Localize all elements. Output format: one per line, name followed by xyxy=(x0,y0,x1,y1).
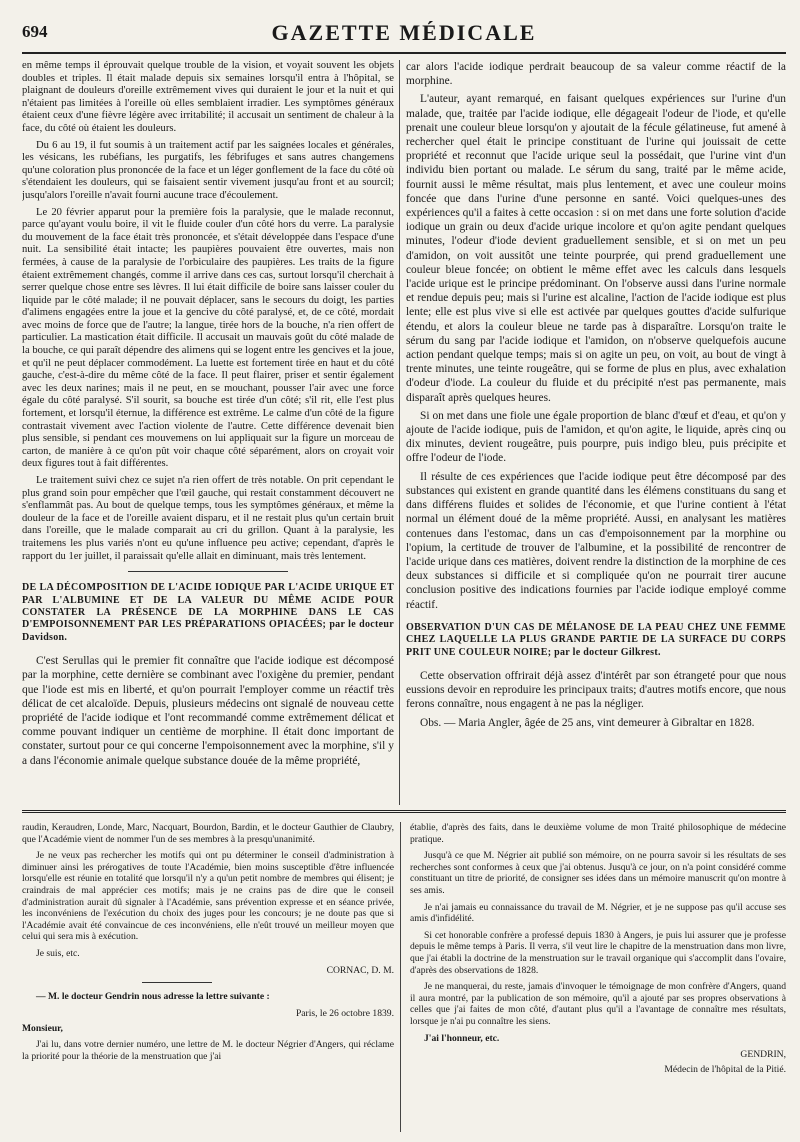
main-article-area xyxy=(22,60,786,805)
paragraph: Si on met dans une fiole une égale proportion de blanc d'œuf et d'eau, et qu'on y ajoute de l'acide iodique, puis de l'amidon, et qu'on agite, le liquide, après cinq ou dix minutes, devient rougeâtre, puis pourpre, puis indigo bleu, puis précipite et offre l'odeur de l'iode. xyxy=(406,409,786,465)
paragraph: Si cet honorable confrère a professé depuis 1830 à Angers, je puis lui assurer que je professe depuis le même temps à Paris. Il verra, s'il veut lire le chapitre de la menstruation dans mon livre, que j'ai établi la doctrine de la menstruation sur le travail organique qui s'accomplit dans l'ovaire, d'après des observations de 1828. xyxy=(410,929,786,976)
column-divider xyxy=(400,822,401,1132)
right-column xyxy=(406,60,786,805)
closing: J'ai l'honneur, etc. xyxy=(424,1032,500,1044)
newspaper-page xyxy=(22,10,786,1134)
feuilleton-rule xyxy=(22,810,786,813)
header-rule xyxy=(22,52,786,54)
paragraph: Je n'ai jamais eu connaissance du travail de M. Négrier, et je ne suppose pas qu'il accuse ses amis d'infidélité. xyxy=(410,901,786,925)
section-heading: DE LA DÉCOMPOSITION DE L'ACIDE IODIQUE PAR L'ACIDE URIQUE ET PAR L'ALBUMINE ET DE LA VALEUR DU MÊME ACIDE POUR CONSTATER LA PRÉSENCE DE LA MORPHINE DANS LE CAS D'EMPOISONNEMENT PAR LES PRÉPARATIONS OPIACÉES; par le docteur Davidson. xyxy=(22,582,394,643)
dateline: Paris, le 26 octobre 1839. xyxy=(295,1007,394,1019)
correspondence-area xyxy=(22,822,786,1132)
paragraph: Jusqu'à ce que M. Négrier ait publié son mémoire, on ne pourra savoir si les résultats de ses recherches sont conformes à ceux que j'ai obtenus. Jusqu'à ce jour, on n'a point considéré comme constituant un titre de priorité, de consigner ses idées dans un mémoire manuscrit qu'on montre à ses amis. xyxy=(410,850,786,896)
salutation: Monsieur, xyxy=(22,1023,63,1035)
paragraph: raudin, Keraudren, Londe, Marc, Nacquart, Bourdon, Bardin, et le docteur Gauthier de Claubry, que l'Académie vient de nommer l'un de ses membres à la presqu'unanimité. xyxy=(22,822,394,845)
paragraph: Du 6 au 19, il fut soumis à un traitement actif par les saignées locales et générales, les vésicans, les rubéfians, les purgatifs, les fébrifuges et sans autres changemens qu'une coloration plus prononcée de la face et un léger gonflement de la face du côté où s'étendaient les douleurs, qui se faisaient sentir vivement jusqu'au front et au sourcil; jusqu'alors l'oreille n'avait fourni aucune trace d'écoulement. xyxy=(22,139,394,201)
section-heading: OBSERVATION D'UN CAS DE MÉLANOSE DE LA PEAU CHEZ UNE FEMME CHEZ LAQUELLE LA PLUS GRANDE PARTIE DE LA SURFACE DU CORPS PRIT UNE COULEUR NOIRE; par le docteur Gilkrest. xyxy=(406,621,786,658)
column-divider xyxy=(399,60,400,805)
journal-title: GAZETTE MÉDICALE xyxy=(271,20,537,45)
paragraph: Le 20 février apparut pour la première fois la paralysie, que le malade reconnut, parce qu'ayant voulu boire, il vit le fluide couler d'un côté hors du verre. La paralysie du mouvement de la face était très prononcée, et s'était développée dans l'espace d'une nuit. La sensibilité était intacte; les paupières pouvaient être ouvertes, mais non fermées, à cause de la paralysie de l'orbiculaire des paupières. Les traits de la figure étaient extrêmement changés, comme il arrive dans ces cas, surtout lorsqu'il cherchait à serrer quelque chose entre ses lèvres. Il lui était difficile de boire sans laisser couler du liquide par le côté malade; il ne pouvait déplacer, sans le secours du doigt, les parties d'alimens engagées entre la joue et la gencive du côté paralysé, et, de ce côté, mordait avec moins de force que de l'autre; la langue, tirée hors de la bouche, n'a rien offert de particulier. La mastication était difficile. Il accusait un mauvais goût du côté malade de la bouche, ce qui paraît dépendre des alimens qui se logent entre les gencives et la joue, et qu'il ne peut déplacer commodément. La luette est fortement tirée en haut et du côté gauche, c'est-à-dire du même côté de la face. Il peut flairer, priser et sentir également avec les deux narines; mais il ne peut, en se mouchant, pousser l'air avec une force égale du côté paralysé. S'il sourit, sa bouche est tirée d'un côté; s'il rit, elle l'est plus fortement, et lorsqu'il éternue, la différence est extrême. Le calme d'un côté de la figure contrastait vivement avec l'action violente de l'autre. Cette différence devenait bien plus sensible, si pendant ces mouvemens on lui appliquait sur la figure un morceau de carton, de manière à ce qu'on pût voir chaque côté séparément, alors on croyait voir deux figures tout à fait différentes. xyxy=(22,206,394,470)
page-number: 694 xyxy=(22,22,48,41)
paragraph: L'auteur, ayant remarqué, en faisant quelques expériences sur l'urine d'un malade, que, traitée par l'acide iodique, elle dégageait l'odeur de l'iode, et qu'elle prenait une couleur bleue lorsqu'on y ajoutait de la fécule gélatineuse, fut amené à rechercher quel était le principe constituant de l'urine qui jouissait de cette propriété et reconnut que l'acide urique seul la possédait, que l'urine vint d'un individu bien portant ou malade. Le sérum du sang, traité par le même acide, fournit aussi le même résultat, mais plus lentement, et avec une couleur moins foncée que dans l'urine d'une personne en santé. Voici quelques-unes des expériences qu'il a faites à cette occasion : si on met dans une forte solution d'acide iodique un grain ou deux d'acide urique incolore et qu'on agite pendant quelques minutes, l'odeur d'iode devient graduellement sensible, et si on met un peu d'amidon, on voit aussitôt une teinte pourprée, qui prend graduellement une couleur bleue foncée; on obtient le même effet avec les calculs dans lesquels l'acide urique est le principe prédominant. On l'observe aussi dans l'urine normale et rendue depuis peu; mais si l'urine est alcaline, l'action de l'acide iodique est plus lente; elle est plus vive si elle est activée par quelques gouttes d'acide sulfurique étendu, et alors la couleur bleue ne tarde pas à disparaître. Lorsqu'on traite le sérum du sang par l'acide iodique et l'amidon, on n'observe quelquefois aucune action pendant quelque temps; mais si on agite un peu, on voit, au bout de vingt à trente minutes, une teinte rougeâtre, qui se forme de plus en plus, avec exhalation d'odeur d'iode. La couleur du fluide et du précipité n'est pas permanente, mais disparaît après quelques heures. xyxy=(406,93,786,404)
paragraph: C'est Serullas qui le premier fit connaître que l'acide iodique est décomposé par la morphine, cette dernière se combinant avec l'oxigène du premier, pendant que l'iode est mis en liberté, et qu'on pourrait l'employer comme un réactif très délicat de cet alcaloïde. Depuis, plusieurs médecins ont signalé de nouveau cette propriété de l'acide iodique et l'ont recommandé comme extrêmement délicat et comme pouvant indiquer un centième de morphine. Il était donc important de constater, surtout pour ce qui concerne l'empoisonnement avec la morphine, s'il y a dans l'économie animale quelque substance douée de la même propriété, xyxy=(22,655,394,767)
page-header xyxy=(22,10,786,50)
signature-title: Médecin de l'hôpital de la Pitié. xyxy=(664,1063,786,1075)
editor-note: — M. le docteur Gendrin nous adresse la lettre suivante : xyxy=(36,991,270,1003)
paragraph: Cette observation offrirait déjà assez d'intérêt par son étrangeté pour que nous eussions devoir en reproduire les principaux traits; d'autres motifs encore, que nous ferons connaître, nous engagent à ne pas la négliger. xyxy=(406,669,786,711)
paragraph: Le traitement suivi chez ce sujet n'a rien offert de très notable. On prit cependant le plus grand soin pour empêcher que l'œil gauche, qui restait constamment découvert ne s'enflammât pas. Au bout de quelque temps, tous les symptômes généraux, et même la douleur de la face et de l'oreille avaient disparu, et il ne restait plus qu'un certain bruit dans l'oreille, que le malade comparait au cri du grillon. Quant à la paralysie, les traitemens les plus variés n'ont eu qu'une influence peu active; cependant, d'après le rapport du 1er juillet, il paraissait qu'elle allait en diminuant, mais très lentement. xyxy=(22,475,394,562)
paragraph: J'ai lu, dans votre dernier numéro, une lettre de M. le docteur Négrier d'Angers, qui réclame la priorité pour la théorie de la menstruation que j'ai xyxy=(22,1038,394,1062)
separator-rule xyxy=(142,982,212,983)
paragraph: en même temps il éprouvait quelque trouble de la vision, et voyait souvent les objets doubles et triples. Il était malade depuis six semaines lorsqu'il entra à l'hôpital, se plaignant de douleurs d'oreille extrêmement vives qui duraient le jour et la nuit et qui n'étaient pas limitées à l'oreille où elles semblaient irradier. Les symptômes généraux étaient ceux d'une fièvre légère avec irritabilité; il accusait un sentiment de chaleur à la face, du côté où étaient les douleurs. xyxy=(22,60,394,134)
paragraph: car alors l'acide iodique perdrait beaucoup de sa valeur comme réactif de la morphine. xyxy=(406,61,786,88)
signature: GENDRIN, xyxy=(740,1049,786,1061)
paragraph: Je ne veux pas rechercher les motifs qui ont pu déterminer le conseil d'administration à diminuer ainsi les prérogatives de toute l'Académie, bien moins susceptible d'être influencée lorsqu'elle est réunie en totalité que lorsqu'il n'y a qu'un petit nombre de membres qui élisent; je craindrais de mal apprécier ces motifs; mais je ne crains pas de dire que le conseil d'administration aurait dû signaler à l'Académie, sans prévention expresse et en séance privée, les inconvéniens de l'exécution du choix des juges pour les concours; je ne doute pas que si l'Académie avait été convaincue de ces inconvéniens, elle n'eût trouvé un meilleur moyen que celui qui sera mis à exécution. xyxy=(22,850,394,943)
paragraph: Je ne manquerai, du reste, jamais d'invoquer le témoignage de mon confrère d'Angers, quand il aura montré, par la publication de son mémoire, qu'il a ajouté par ses propres observations à celles que j'ai faites de mon côté, d'autant plus qu'il a l'avantage de connaître mes résultats, lorsque je n'ai pu connaître les siens. xyxy=(410,981,786,1027)
signature: CORNAC, D. M. xyxy=(326,964,394,976)
lower-right-column xyxy=(410,822,786,1132)
paragraph: établie, d'après des faits, dans le deuxième volume de mon Traité philosophique de médecine pratique. xyxy=(410,822,786,845)
paragraph: Il résulte de ces expériences que l'acide iodique peut être décomposé par des substances qui existent en grande quantité dans les élémens constituans du sang et dans différens fluides et solides de l'économie, et que l'urine contient à l'état normal un élément doué de la même propriété. Aussi, en analysant les matières contenues dans l'estomac, dans un cas d'empoisonnement par la morphine ou l'opium, la certitude de trouver de l'albumine, et la possibilité de rencontrer de l'acide urique dans ces matières, doivent rendre la distinction de la morphine de ces deux substances si difficile et si compliquée qu'on ne pourrait tirer aucune conclusion positive des indications fournies par l'acide iodique employé comme réactif. xyxy=(406,470,786,611)
section-rule xyxy=(128,571,288,572)
paragraph: Obs. — Maria Angler, âgée de 25 ans, vint demeurer à Gibraltar en 1828. xyxy=(420,716,755,729)
left-column xyxy=(22,60,394,805)
closing: Je suis, etc. xyxy=(36,947,80,959)
lower-left-column xyxy=(22,822,394,1132)
